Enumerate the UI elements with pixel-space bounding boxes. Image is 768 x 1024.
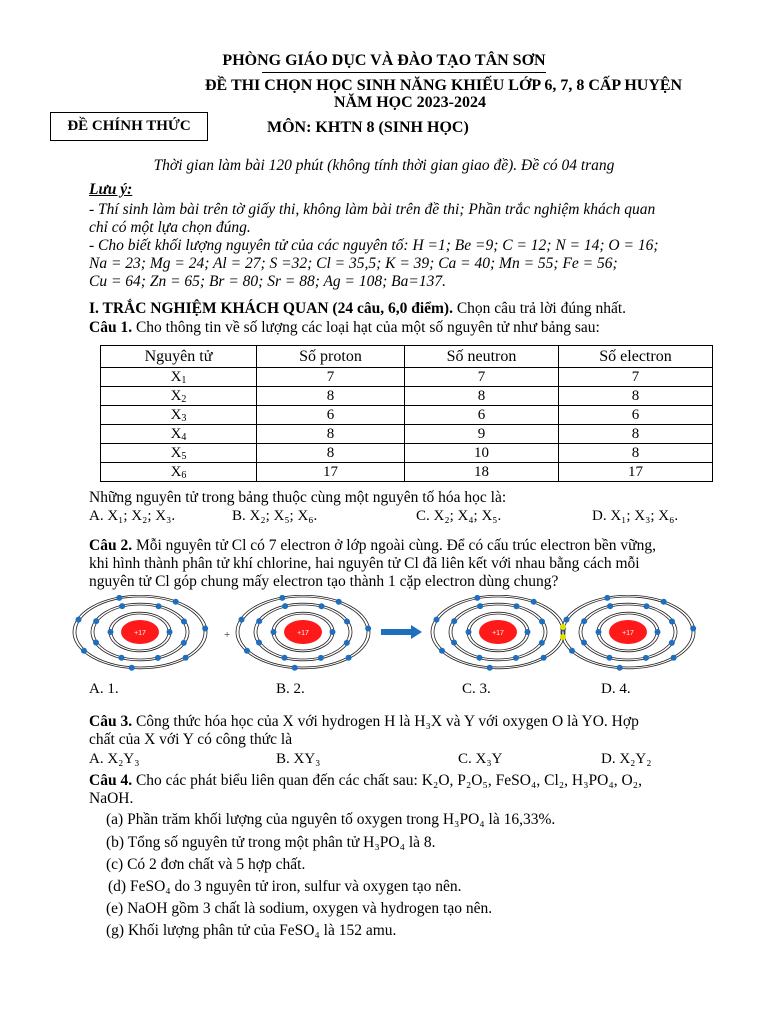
time-note: Thời gian làm bài 120 phút (không tính thời gian giao đề). Đề có 04 trang (153, 157, 615, 174)
q1-option-b[interactable]: B. X₂; X₅; X₆. (232, 508, 318, 524)
electron-cell: 7 (559, 368, 713, 387)
q1-particle-table (100, 345, 713, 482)
cl-atom-1 (73, 595, 208, 671)
electron-dot (336, 599, 342, 605)
q4-stem-line-2: NaOH. (89, 790, 134, 807)
q1-option-c[interactable]: C. X₂; X₄; X₅. (416, 508, 502, 524)
section-1-title: I. TRẮC NGHIỆM KHÁCH QUAN (24 câu, 6,0 điểm). (89, 300, 453, 317)
proton-cell: 17 (257, 463, 405, 482)
electron-dot (93, 640, 99, 646)
electron-cell: 8 (559, 444, 713, 463)
electron-dot (365, 626, 371, 632)
table-row (101, 444, 713, 463)
q4-statement-b: (b) Tổng số nguyên tử trong một phân tử H₃PO₄ là 8. (106, 834, 436, 851)
nucleus-label: +17 (134, 630, 146, 637)
electron-cell: 8 (559, 387, 713, 406)
electron-dot (525, 629, 531, 635)
q2-option-c[interactable]: C. 3. (462, 681, 491, 697)
electron-dot (669, 640, 675, 646)
electron-cell: 6 (559, 406, 713, 425)
official-exam-box: ĐỀ CHÍNH THỨC (50, 112, 208, 141)
electron-dot (318, 655, 324, 661)
cl-atom-2 (236, 595, 371, 671)
electron-dot (564, 617, 570, 623)
notes-line-3: - Cho biết khối lượng nguyên tử của các nguyên tố: H =1; Be =9; C = 12; N = 14; O = 16; (89, 237, 659, 254)
q1-option-a[interactable]: A. X₁; X₂; X₃. (89, 508, 176, 524)
section-1-heading (89, 300, 626, 318)
q1-stem (89, 319, 600, 337)
electron-dot (119, 655, 125, 661)
q3-option-d[interactable]: D. X₂Y₂ (601, 751, 652, 767)
notes-line-1: - Thí sinh làm bài trên tờ giấy thi, không làm bài trên đề thi; Phần trắc nghiệm khách quan (89, 201, 656, 218)
electron-dot (202, 626, 208, 632)
electron-dot (661, 599, 667, 605)
proton-cell: 6 (257, 406, 405, 425)
subject-title: MÔN: KHTN 8 (SINH HỌC) (267, 119, 469, 136)
nucleus-label: +17 (297, 630, 309, 637)
electron-dot (256, 640, 262, 646)
electron-dot (116, 595, 122, 601)
electron-dot (487, 665, 493, 671)
electron-dot (643, 655, 649, 661)
q3-stem-line-1: Câu 3. Công thức hóa học của X với hydrogen H là H₃X và Y với oxygen O là YO. Hợp (89, 713, 639, 730)
electron-dot (271, 629, 277, 635)
header-exam-title: ĐỀ THI CHỌN HỌC SINH NĂNG KHIẾU LỚP 6, 7, 8 CẤP HUYỆN (205, 77, 683, 94)
q3-label: Câu 3. (89, 713, 133, 730)
electron-dot (539, 640, 545, 646)
electron-dot (344, 619, 350, 625)
atom-cell: $X_5$ (101, 444, 257, 463)
electron-dot (655, 629, 661, 635)
notes-line-5: Cu = 64; Zn = 65; Br = 80; Sr = 88; Ag = 108; Ba=137. (89, 273, 446, 290)
electron-dot (439, 648, 445, 654)
electron-dot (569, 648, 575, 654)
q1-label: Câu 1. (89, 319, 133, 336)
neutron-cell: 18 (405, 463, 559, 482)
q2-label: Câu 2. (89, 537, 133, 554)
electron-dot (81, 648, 87, 654)
q2-option-d[interactable]: D. 4. (601, 681, 631, 697)
electron-dot (93, 618, 99, 624)
neutron-cell: 6 (405, 406, 559, 425)
neutron-cell: 7 (405, 368, 559, 387)
q2-option-b[interactable]: B. 2. (276, 681, 305, 697)
notes-title: Lưu ý: (89, 181, 133, 198)
electron-dot (604, 595, 610, 601)
q4-statement-g: (g) Khối lượng phân tử của FeSO₄ là 152 amu. (106, 922, 397, 939)
q2-stem-line-3: nguyên tử Cl góp chung mấy electron tạo thành 1 cặp electron dùng chung? (89, 573, 559, 590)
q1-text: Cho thông tin về số lượng các loại hạt của một số nguyên tử như bảng sau: (132, 319, 600, 336)
chlorine-bond-diagram (0, 595, 768, 675)
q3-option-b[interactable]: B. XY₃ (276, 751, 321, 767)
nucleus-label: +17 (622, 630, 634, 637)
electron-dot (474, 595, 480, 601)
header-underline (262, 72, 546, 73)
electron-dot (607, 655, 613, 661)
electron-dot (607, 603, 613, 609)
electron-dot (108, 629, 114, 635)
q2-stem-line-2: khi hình thành phân tử khí chlorine, hai nguyên tử Cl đã liên kết với nhau bằng cách mỗi (89, 555, 640, 572)
proton-cell: 8 (257, 387, 405, 406)
electron-dot (282, 603, 288, 609)
q3-option-c[interactable]: C. X₃Y (458, 751, 503, 767)
electron-dot (617, 665, 623, 671)
neutron-cell: 10 (405, 444, 559, 463)
electron-dot (156, 603, 162, 609)
cl-atom-3 (431, 595, 566, 671)
electron-dot (581, 640, 587, 646)
q1-stem-after: Những nguyên tử trong bảng thuộc cùng một nguyên tố hóa học là: (89, 489, 507, 506)
electron-dot (690, 626, 696, 632)
cl-atom-4 (561, 595, 696, 671)
electron-dot (129, 665, 135, 671)
atom-cell: $X_1$ (101, 368, 257, 387)
neutron-cell: 9 (405, 425, 559, 444)
q1-option-d[interactable]: D. X₁; X₃; X₆. (592, 508, 679, 524)
electron-dot (155, 655, 161, 661)
notes-line-2: chỉ có một lựa chọn đúng. (89, 219, 251, 236)
electron-dot (451, 640, 457, 646)
electron-dot (514, 603, 520, 609)
electron-dot (477, 603, 483, 609)
electron-dot (581, 618, 587, 624)
table-row (101, 406, 713, 425)
neutron-cell: 8 (405, 387, 559, 406)
reaction-arrow-icon (381, 625, 422, 639)
electron-dot (282, 655, 288, 661)
electron-dot (173, 599, 179, 605)
electron-cell: 17 (559, 463, 713, 482)
electron-dot (346, 655, 352, 661)
electron-dot (451, 618, 457, 624)
electron-dot (239, 617, 245, 623)
q4-statement-e: (e) NaOH gồm 3 chất là sodium, oxygen và hydrogen tạo nên. (106, 900, 493, 917)
table-row (101, 463, 713, 482)
electron-dot (181, 619, 187, 625)
proton-cell: 8 (257, 444, 405, 463)
electron-dot (244, 648, 250, 654)
table-header-atom: Nguyên tử (101, 346, 257, 368)
header-department: PHÒNG GIÁO DỤC VÀ ĐÀO TẠO TÂN SƠN (222, 52, 546, 69)
q4-statement-d: (d) FeSO₄ do 3 nguyên tử iron, sulfur và oxygen tạo nên. (108, 878, 462, 895)
table-header-proton: Số proton (257, 346, 405, 368)
electron-dot (531, 599, 537, 605)
table-header-row (101, 346, 713, 368)
electron-dot (279, 595, 285, 601)
q4-stem-line-1: Câu 4. Cho các phát biểu liên quan đến các chất sau: K₂O, P₂O₅, FeSO₄, Cl₂, H₃PO₄, O₂, (89, 772, 642, 789)
atom-cell: $X_6$ (101, 463, 257, 482)
electron-dot (119, 603, 125, 609)
electron-dot (596, 629, 602, 635)
q4-statement-a: (a) Phần trăm khối lượng của nguyên tố oxygen trong H₃PO₄ là 16,33%. (106, 811, 556, 828)
table-row (101, 425, 713, 444)
electron-dot (644, 603, 650, 609)
electron-dot (256, 618, 262, 624)
electron-dot (330, 629, 336, 635)
atom-cell: $X_4$ (101, 425, 257, 444)
electron-dot (183, 655, 189, 661)
q4-label: Câu 4. (89, 772, 133, 789)
table-header-neutron: Số neutron (405, 346, 559, 368)
notes-line-4: Na = 23; Mg = 24; Al = 27; S =32; Cl = 35,5; K = 39; Ca = 40; Mn = 55; Fe = 56; (89, 255, 618, 272)
proton-cell: 8 (257, 425, 405, 444)
electron-dot (344, 640, 350, 646)
table-header-electron: Số electron (559, 346, 713, 368)
electron-dot (671, 655, 677, 661)
electron-dot (319, 603, 325, 609)
atom-cell: $X_2$ (101, 387, 257, 406)
q2-option-a[interactable]: A. 1. (89, 681, 119, 697)
plus-sign: + (224, 629, 231, 641)
electron-dot (76, 617, 82, 623)
electron-dot (513, 655, 519, 661)
table-row (101, 387, 713, 406)
electron-dot (539, 619, 545, 625)
electron-dot (181, 640, 187, 646)
q3-stem-line-2: chất của X với Y có công thức là (89, 731, 293, 748)
atom-cell: $X_3$ (101, 406, 257, 425)
electron-dot (669, 619, 675, 625)
q4-statement-c: (c) Có 2 đơn chất và 5 hợp chất. (106, 856, 306, 873)
q3-option-a[interactable]: A. X₂Y₃ (89, 751, 140, 767)
electron-dot (477, 655, 483, 661)
electron-dot (167, 629, 173, 635)
electron-dot (434, 617, 440, 623)
proton-cell: 7 (257, 368, 405, 387)
electron-cell: 8 (559, 425, 713, 444)
section-1-instruction: Chọn câu trả lời đúng nhất. (452, 300, 627, 317)
header-school-year: NĂM HỌC 2023-2024 (334, 94, 486, 111)
nucleus-label: +17 (492, 630, 504, 637)
electron-dot (466, 629, 472, 635)
electron-dot (541, 655, 547, 661)
q2-stem-line-1: Câu 2. Mỗi nguyên tử Cl có 7 electron ở lớp ngoài cùng. Để có cấu trúc electron bền vững, (89, 537, 656, 554)
electron-dot (292, 665, 298, 671)
table-row (101, 368, 713, 387)
